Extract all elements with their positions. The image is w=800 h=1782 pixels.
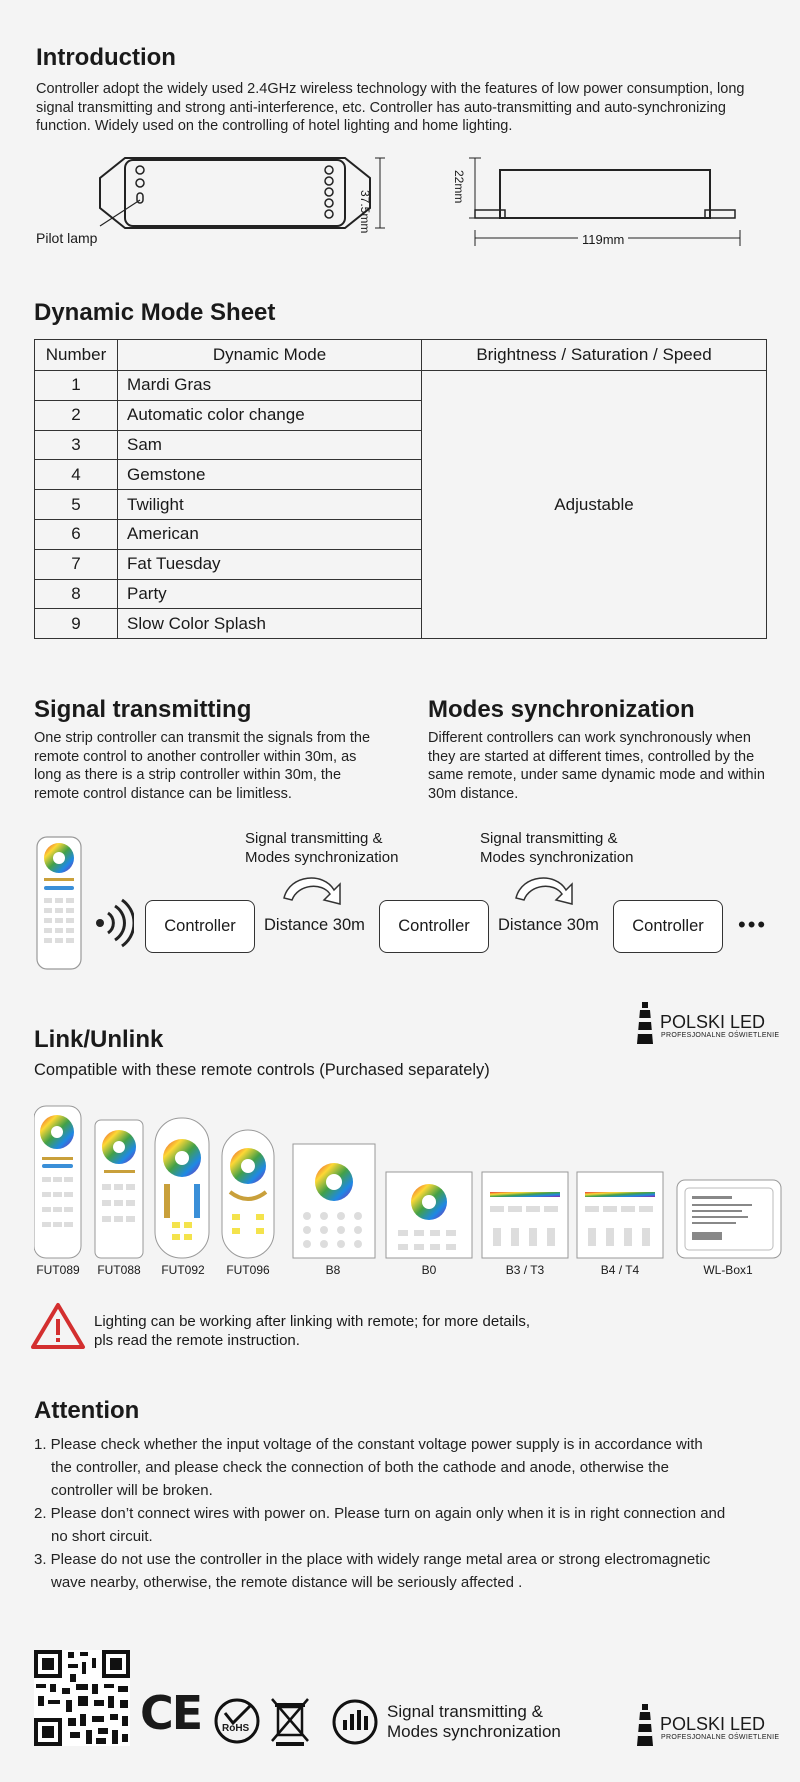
remote-fut092-image: [155, 1118, 209, 1258]
remote-illustration: [36, 836, 82, 970]
remote-fut089-image: [34, 1106, 81, 1258]
row-number: 6: [35, 519, 118, 549]
wireless-signal-icon: [94, 898, 134, 948]
footer-signal-line1: Signal transmitting &: [387, 1702, 543, 1721]
chain-caption-line1: Signal transmitting &: [245, 830, 383, 847]
attention-item-1: 1. Please check whether the input voltage of the constant voltage power supply is in accordance with the controller, and please check the connection of both the cathode and anode, otherwise the controller will be broken.: [34, 1436, 703, 1499]
remote-label-fut092: FUT092: [161, 1263, 205, 1277]
row-mode: Mardi Gras: [118, 371, 422, 401]
more-dots: •••: [738, 912, 768, 937]
row-number: 2: [35, 400, 118, 430]
link-title: Link/Unlink: [34, 1026, 164, 1053]
ce-mark: CE: [140, 1686, 202, 1740]
brand-name: POLSKI LED: [660, 1012, 766, 1032]
weee-bin-icon: [270, 1697, 310, 1747]
controller-box-1: Controller: [145, 900, 255, 953]
pilot-lamp-label: Pilot lamp: [36, 230, 98, 246]
dynamic-mode-table: [34, 339, 767, 639]
header-number: Number: [35, 340, 118, 371]
dim-thickness-label: 22mm: [452, 170, 466, 204]
remote-b3-image: [482, 1172, 568, 1258]
row-number: 7: [35, 549, 118, 579]
sync-title: Modes synchronization: [428, 696, 695, 723]
distance-label-2: Distance 30m: [498, 916, 599, 934]
header-brightness: Brightness / Saturation / Speed: [422, 340, 767, 371]
row-mode: Gemstone: [118, 460, 422, 490]
remote-b4-image: [577, 1172, 663, 1258]
row-mode: Fat Tuesday: [118, 549, 422, 579]
row-mode: Twilight: [118, 490, 422, 520]
lighthouse-logo-icon: [634, 1000, 656, 1046]
rohs-icon: [213, 1697, 261, 1745]
warning-line2: pls read the remote instruction.: [94, 1332, 300, 1349]
row-mode: Automatic color change: [118, 400, 422, 430]
chain-caption-line2: Modes synchronization: [245, 849, 399, 866]
chain-caption-line2: Modes synchronization: [480, 849, 634, 866]
signal-sync-icon: [331, 1698, 379, 1746]
controller-top-view: [95, 148, 385, 248]
table-header-row: [35, 340, 767, 371]
row-mode: Sam: [118, 430, 422, 460]
intro-text: Controller adopt the widely used 2.4GHz wireless technology with the features of low power consumption, long signal transmitting and strong anti-interference, etc. Controller has auto-transmitting and auto-synchronizing function. Widely used on the controlling of hotel lighting and home lighting.: [36, 81, 745, 134]
brand-tagline: PROFESJONALNE OŚWIETLENIE: [661, 1032, 780, 1039]
remote-label-b4: B4 / T4: [600, 1263, 640, 1277]
remote-label-b0: B0: [421, 1263, 437, 1277]
remote-fut096-image: [222, 1130, 274, 1258]
footer-signal-line2: Modes synchronization: [387, 1722, 561, 1741]
row-number: 9: [35, 609, 118, 639]
curved-arrow-icon: [512, 868, 578, 906]
row-mode: Party: [118, 579, 422, 609]
qr-code-icon: [34, 1650, 130, 1746]
curved-arrow-icon: [280, 868, 346, 906]
dynamic-title: Dynamic Mode Sheet: [34, 299, 276, 326]
remote-label-b8: B8: [325, 1263, 341, 1277]
distance-label-1: Distance 30m: [264, 916, 365, 934]
rohs-label: RoHS: [222, 1723, 250, 1734]
signal-title: Signal transmitting: [34, 696, 252, 723]
chain-caption-line1: Signal transmitting &: [480, 830, 618, 847]
footer-brand-tagline: PROFESJONALNE OŚWIETLENIE: [661, 1734, 780, 1741]
attention-item-3: 3. Please do not use the controller in the place with widely range metal area or strong electromagnetic wave nearby, otherwise, the remote distance will be seriously affected .: [34, 1551, 711, 1591]
remote-label-wlbox1: WL-Box1: [703, 1263, 753, 1277]
warning-line1: Lighting can be working after linking with remote; for more details,: [94, 1313, 531, 1330]
remote-b8-image: [293, 1144, 375, 1258]
remote-label-fut089: FUT089: [36, 1263, 80, 1277]
sync-text: Different controllers can work synchronously when they are started at different times, controlled by the same remote, under same dynamic mode and within 30m distance.: [428, 730, 765, 802]
row-number: 5: [35, 490, 118, 520]
lighthouse-logo-icon-footer: [634, 1702, 656, 1748]
row-mode: American: [118, 519, 422, 549]
controller-box-2: Controller: [379, 900, 489, 953]
header-dynamic-mode: Dynamic Mode: [118, 340, 422, 371]
row-mode: Slow Color Splash: [118, 609, 422, 639]
signal-text: One strip controller can transmit the signals from the remote control to another controller within 30m, as long as there is a strip controller within 30m, the remote control distance can be limitless.: [34, 730, 371, 802]
attention-item-2: 2. Please don’t connect wires with power on. Please turn on again only when it is in right connection and no short circuit.: [34, 1505, 726, 1545]
remote-label-fut088: FUT088: [97, 1263, 141, 1277]
attention-title: Attention: [34, 1397, 140, 1424]
link-subtitle: Compatible with these remote controls (Purchased separately): [34, 1061, 490, 1079]
table-row: [35, 371, 767, 401]
remote-b0-image: [386, 1172, 472, 1258]
remote-gallery: [34, 1102, 790, 1262]
row-number: 4: [35, 460, 118, 490]
adjustable-cell: Adjustable: [422, 371, 767, 639]
intro-title: Introduction: [36, 44, 176, 71]
row-number: 8: [35, 579, 118, 609]
remote-fut088-image: [95, 1120, 143, 1258]
footer-brand-name: POLSKI LED: [660, 1714, 766, 1734]
controller-box-3: Controller: [613, 900, 723, 953]
warning-icon: [30, 1302, 86, 1350]
dim-length-label: 119mm: [578, 232, 628, 247]
remote-label-b3: B3 / T3: [505, 1263, 545, 1277]
remote-wlbox1-image: [677, 1180, 781, 1258]
row-number: 1: [35, 371, 118, 401]
dim-height-label: 37.5mm: [358, 190, 372, 234]
remote-label-fut096: FUT096: [226, 1263, 270, 1277]
row-number: 3: [35, 430, 118, 460]
